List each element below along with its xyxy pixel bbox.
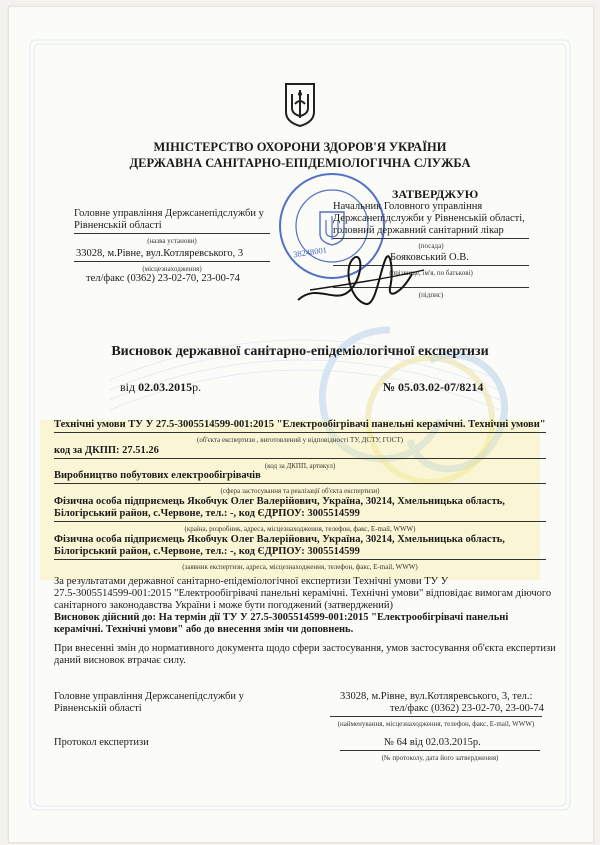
validity-line2: керамічні. Технічні умови" або до внесення змін чи доповнень.	[54, 624, 354, 635]
approval-line2: Держсанепідслужби у Рівненській області,	[333, 213, 525, 224]
date-line	[120, 381, 201, 393]
date-prefix: від	[120, 380, 136, 394]
org-caption: (назва установи)	[147, 237, 197, 245]
applicant-caption: (заявник експертизи, адреса, місцезнаходження, телефон, факс, E-mail, WWW)	[182, 563, 418, 571]
approval-line3: головний державний санітарний лікар	[333, 225, 504, 236]
object-text: Технічні умови ТУ У 27.5-3005514599-001:2015 "Електрообігрівачі панельні керамічні. Технічні умови"	[54, 419, 546, 430]
scope-text: Виробництво побутових електрообігрівачів	[54, 470, 261, 481]
org-underline	[74, 233, 270, 234]
date-value: 02.03.2015	[138, 380, 193, 394]
code-underline	[54, 458, 546, 459]
producer-line2: Білогірський район, с.Червоне, тел.: -, код ЄДРПОУ: 3005514599	[54, 508, 360, 519]
approval-line1: Начальник Головного управління	[333, 201, 483, 212]
service-title: ДЕРЖАВНА САНІТАРНО-ЕПІДЕМІОЛОГІЧНА СЛУЖБА	[129, 156, 471, 170]
handwritten-signature	[290, 240, 430, 320]
footer-phone: тел/факс (0362) 23-02-70, 23-00-74	[390, 703, 544, 714]
org-name-line2: Рівненській області	[74, 220, 162, 231]
scope-underline	[54, 483, 546, 484]
ministry-title: МІНІСТЕРСТВО ОХОРОНИ ЗДОРОВ'Я УКРАЇНИ	[153, 140, 447, 154]
conclusion-line3: санітарного законодавства України і може бути погоджений (затверджений)	[54, 600, 393, 611]
protocol-label: Протокол експертизи	[54, 737, 149, 748]
validity-line1: Висновок дійсний до: На термін дії ТУ У 27.5-3005514599-001:2015 "Електрообігрівачі панельні	[54, 612, 509, 623]
date-suffix: р.	[192, 380, 202, 394]
signature-caption: (підпис)	[418, 291, 444, 299]
conclusion-line2: 27.5-3005514599-001:2015 "Електрообігрівачі панельні керамічні. Технічні умови" відповідає вимогам діючого	[54, 588, 552, 599]
object-caption: (об'єкта експертизи , виготовлений у відповідності ТУ, ДСТУ, ГОСТ)	[197, 436, 403, 444]
stamp-code: 38248001	[292, 244, 328, 260]
note-line2: даний висновок втрачає силу.	[54, 655, 186, 666]
address-underline	[74, 261, 270, 262]
scope-caption: (сфера застосування та реалізації об'єкта експертизи)	[220, 487, 380, 495]
footer-address-caption: (найменування, місцезнаходження, телефон, факс, E-mail, WWW)	[337, 720, 535, 728]
position-underline	[333, 238, 529, 239]
protocol-caption: (№ протоколу, дата його затвердження)	[381, 754, 499, 762]
protocol-underline	[340, 750, 540, 751]
code-caption: (код за ДКПП, артикул)	[264, 462, 336, 470]
address-caption: (місцезнаходження)	[142, 265, 202, 273]
producer-underline	[54, 521, 546, 522]
note-line1: При внесенні змін до нормативного документа щодо сфери застосування, умов застосування об'єкта експертизи	[54, 643, 556, 654]
footer-org-line2: Рівненській області	[54, 703, 142, 714]
footer-org-line1: Головне управління Держсанепідслужби у	[54, 691, 244, 702]
position-caption: (посада)	[418, 242, 444, 250]
org-address: 33028, м.Рівне, вул.Котляревського, 3	[76, 248, 244, 259]
producer-caption: (країна, розробник, адреса, місцезнаходження, телефон, факс, E-mail, WWW)	[184, 525, 416, 533]
applicant-underline	[54, 559, 546, 560]
footer-address: 33028, м.Рівне, вул.Котляревського, 3, тел.:	[340, 691, 533, 702]
protocol-value: № 64 від 02.03.2015р.	[384, 737, 481, 748]
approver-name: Бояковський О.В.	[390, 252, 469, 263]
document-number: № 05.03.02-07/8214	[383, 380, 484, 394]
object-underline	[54, 432, 546, 433]
org-name-line1: Головне управління Держсанепідслужби у	[74, 208, 264, 219]
ukraine-coat-of-arms-icon	[284, 82, 316, 128]
document-title: Висновок державної санітарно-епідеміологічної експертизи	[111, 344, 489, 359]
footer-address-underline	[330, 716, 542, 717]
applicant-line1: Фізична особа підприємець Якобчук Олег Валерійович, Україна, 30214, Хмельницька область,	[54, 534, 505, 545]
org-phone: тел/факс (0362) 23-02-70, 23-00-74	[86, 273, 240, 284]
approval-title: ЗАТВЕРДЖУЮ	[392, 187, 479, 201]
code-text: код за ДКПП: 27.51.26	[54, 445, 159, 456]
conclusion-line1: За результатами державної санітарно-епідеміологічної експертизи Технічні умови ТУ У	[54, 576, 449, 587]
name-caption: (прізвище, ім'я, по батькові)	[389, 269, 473, 277]
producer-line1: Фізична особа підприємець Якобчук Олег Валерійович, Україна, 30214, Хмельницька область,	[54, 496, 505, 507]
applicant-line2: Білогірський район, с.Червоне, тел.: -, код ЄДРПОУ: 3005514599	[54, 546, 360, 557]
